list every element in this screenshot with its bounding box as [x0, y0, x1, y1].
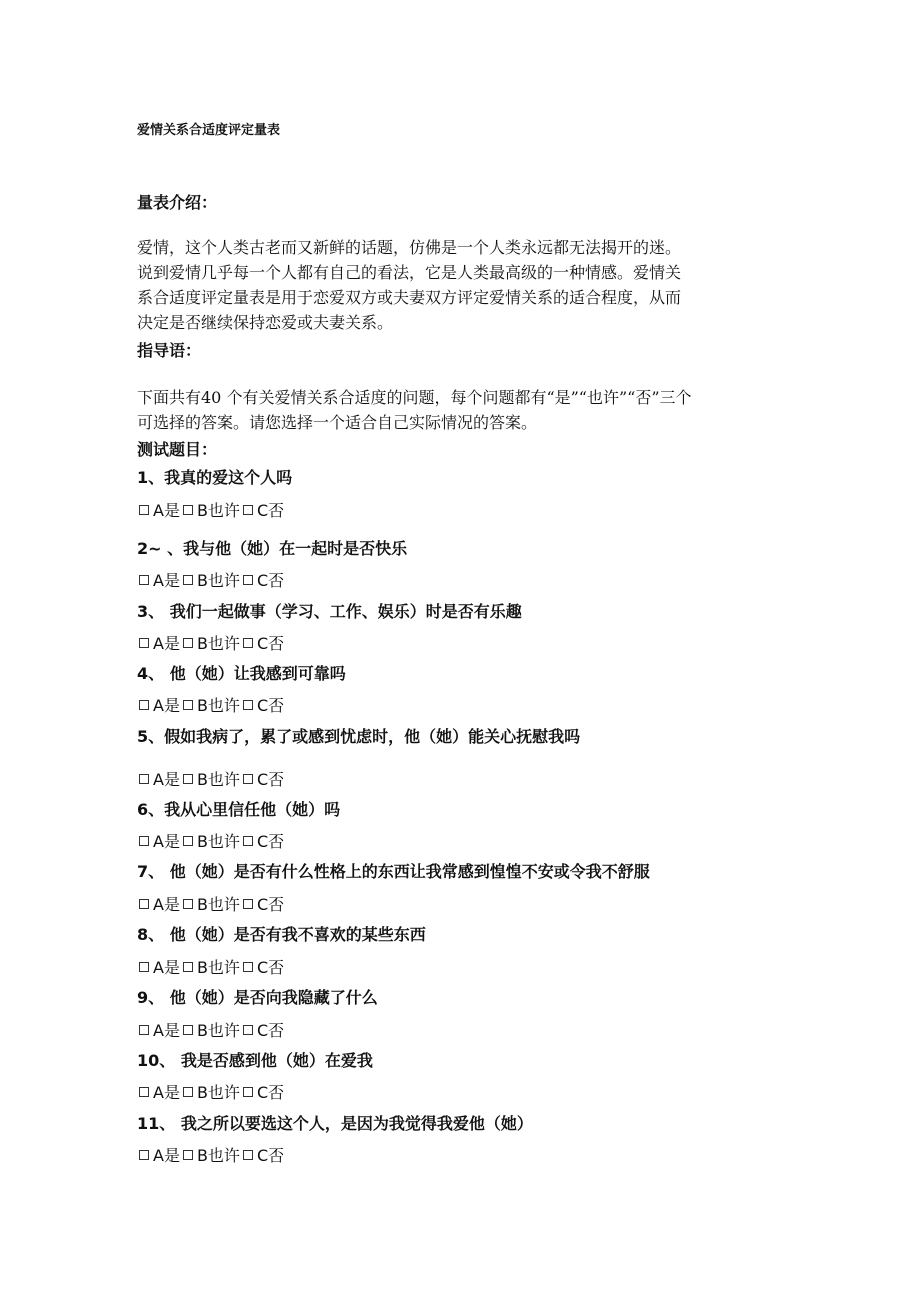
- checkbox-icon[interactable]: [243, 1087, 253, 1097]
- option-label: A是: [153, 1021, 180, 1040]
- option-label: B也许: [196, 501, 240, 520]
- option-label: B也许: [196, 1146, 240, 1165]
- checkbox-icon[interactable]: [139, 1150, 149, 1160]
- answer-options: [137, 693, 285, 716]
- checkbox-icon[interactable]: [243, 1025, 253, 1035]
- checkbox-icon[interactable]: [139, 1025, 149, 1035]
- question-text: 8、 他（她）是否有我不喜欢的某些东西: [137, 925, 426, 944]
- intro-line-2: 说到爱情几乎每一个人都有自己的看法，它是人类最高级的一种情感。爱情关: [137, 263, 682, 282]
- question-text: 10、 我是否感到他（她）在爱我: [137, 1051, 373, 1070]
- option-label: C否: [256, 832, 285, 851]
- option-label: B也许: [196, 770, 240, 789]
- checkbox-icon[interactable]: [183, 962, 193, 972]
- intro-line-3: 系合适度评定量表是用于恋爱双方或夫妻双方评定爱情关系的适合程度，从而: [137, 288, 682, 307]
- document-title: 爱情关系合适度评定量表: [137, 123, 281, 138]
- checkbox-icon[interactable]: [183, 836, 193, 846]
- checkbox-icon[interactable]: [139, 774, 149, 784]
- option-label: C否: [256, 1146, 285, 1165]
- question-text: 7、 他（她）是否有什么性格上的东西让我常感到惶惶不安或令我不舒服: [137, 862, 650, 881]
- guide-line-1: 下面共有40 个有关爱情关系合适度的问题，每个问题都有“是”“也许”“否”三个: [137, 388, 692, 407]
- checkbox-icon[interactable]: [183, 505, 193, 515]
- question-text: 2~ 、我与他（她）在一起时是否快乐: [137, 539, 408, 558]
- checkbox-icon[interactable]: [139, 505, 149, 515]
- option-label: A是: [153, 571, 180, 590]
- intro-line-1: 爱情，这个人类古老而又新鲜的话题，仿佛是一个人类永远都无法揭开的迷。: [137, 238, 682, 257]
- answer-options: [137, 568, 285, 591]
- checkbox-icon[interactable]: [183, 700, 193, 710]
- checkbox-icon[interactable]: [183, 774, 193, 784]
- checkbox-icon[interactable]: [183, 1087, 193, 1097]
- option-label: B也许: [196, 832, 240, 851]
- answer-options: [137, 955, 285, 978]
- checkbox-icon[interactable]: [139, 575, 149, 585]
- option-label: B也许: [196, 571, 240, 590]
- answer-options: [137, 1143, 285, 1166]
- checkbox-icon[interactable]: [139, 899, 149, 909]
- option-label: C否: [256, 1021, 285, 1040]
- question-text: 5、假如我病了，累了或感到忧虑时，他（她）能关心抚慰我吗: [137, 727, 581, 746]
- option-label: A是: [153, 958, 180, 977]
- option-label: C否: [256, 895, 285, 914]
- option-label: C否: [256, 1083, 285, 1102]
- option-label: A是: [153, 1083, 180, 1102]
- option-label: C否: [256, 696, 285, 715]
- checkbox-icon[interactable]: [139, 700, 149, 710]
- checkbox-icon[interactable]: [243, 962, 253, 972]
- checkbox-icon[interactable]: [183, 575, 193, 585]
- question-text: 4、 他（她）让我感到可靠吗: [137, 664, 346, 683]
- test-heading: 测试题目：: [137, 440, 218, 459]
- option-label: A是: [153, 895, 180, 914]
- checkbox-icon[interactable]: [139, 1087, 149, 1097]
- option-label: A是: [153, 832, 180, 851]
- checkbox-icon[interactable]: [243, 505, 253, 515]
- checkbox-icon[interactable]: [243, 1150, 253, 1160]
- checkbox-icon[interactable]: [243, 774, 253, 784]
- checkbox-icon[interactable]: [139, 962, 149, 972]
- answer-options: [137, 767, 285, 790]
- checkbox-icon[interactable]: [139, 638, 149, 648]
- answer-options: [137, 1018, 285, 1041]
- option-label: C否: [256, 958, 285, 977]
- question-text: 9、 他（她）是否向我隐藏了什么: [137, 988, 378, 1007]
- option-label: B也许: [196, 634, 240, 653]
- option-label: C否: [256, 634, 285, 653]
- option-label: B也许: [196, 1083, 240, 1102]
- guide-line-2: 可选择的答案。请您选择一个适合自己实际情况的答案。: [137, 413, 538, 432]
- checkbox-icon[interactable]: [243, 575, 253, 585]
- checkbox-icon[interactable]: [183, 1150, 193, 1160]
- checkbox-icon[interactable]: [243, 700, 253, 710]
- answer-options: [137, 892, 285, 915]
- option-label: C否: [256, 571, 285, 590]
- option-label: B也许: [196, 958, 240, 977]
- checkbox-icon[interactable]: [139, 836, 149, 846]
- option-label: B也许: [196, 895, 240, 914]
- question-text: 1、我真的爱这个人吗: [137, 468, 293, 487]
- option-label: B也许: [196, 1021, 240, 1040]
- answer-options: [137, 829, 285, 852]
- intro-heading: 量表介绍：: [137, 193, 218, 212]
- checkbox-icon[interactable]: [183, 1025, 193, 1035]
- option-label: A是: [153, 634, 180, 653]
- answer-options: [137, 498, 285, 521]
- question-text: 6、我从心里信任他（她）吗: [137, 800, 341, 819]
- checkbox-icon[interactable]: [243, 638, 253, 648]
- option-label: A是: [153, 770, 180, 789]
- checkbox-icon[interactable]: [183, 638, 193, 648]
- option-label: A是: [153, 1146, 180, 1165]
- checkbox-icon[interactable]: [243, 899, 253, 909]
- option-label: C否: [256, 501, 285, 520]
- option-label: A是: [153, 696, 180, 715]
- question-text: 11、 我之所以要选这个人，是因为我觉得我爱他（她）: [137, 1114, 533, 1133]
- question-text: 3、 我们一起做事（学习、工作、娱乐）时是否有乐趣: [137, 602, 522, 621]
- option-label: C否: [256, 770, 285, 789]
- guide-heading: 指导语：: [137, 341, 202, 360]
- checkbox-icon[interactable]: [183, 899, 193, 909]
- answer-options: [137, 631, 285, 654]
- checkbox-icon[interactable]: [243, 836, 253, 846]
- option-label: B也许: [196, 696, 240, 715]
- intro-line-4: 决定是否继续保持恋爱或夫妻关系。: [137, 313, 394, 332]
- option-label: A是: [153, 501, 180, 520]
- answer-options: [137, 1080, 285, 1103]
